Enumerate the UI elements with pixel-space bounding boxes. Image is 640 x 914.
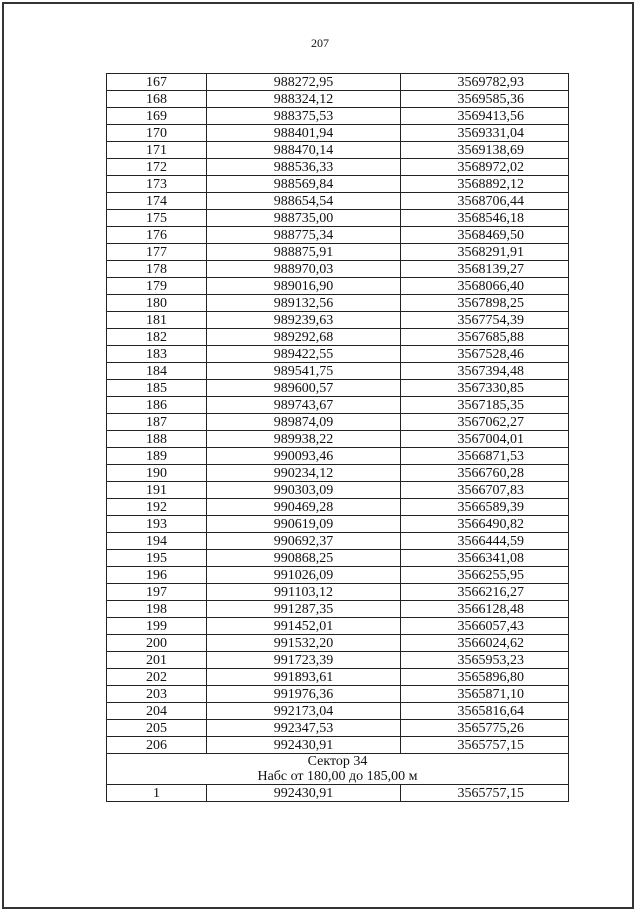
x-coordinate: 989422,55 [207, 346, 401, 363]
x-coordinate: 992430,91 [207, 737, 401, 754]
y-coordinate: 3566024,62 [401, 635, 569, 652]
point-number: 173 [107, 176, 207, 193]
x-coordinate: 988654,54 [207, 193, 401, 210]
sector-header-row [107, 754, 569, 785]
x-coordinate: 989541,75 [207, 363, 401, 380]
point-number: 183 [107, 346, 207, 363]
y-coordinate: 3565757,15 [401, 785, 569, 802]
point-number: 199 [107, 618, 207, 635]
x-coordinate: 991723,39 [207, 652, 401, 669]
table-row [107, 703, 569, 720]
page-number: 207 [311, 36, 329, 50]
x-coordinate: 989292,68 [207, 329, 401, 346]
y-coordinate: 3566760,28 [401, 465, 569, 482]
table-row [107, 448, 569, 465]
y-coordinate: 3568892,12 [401, 176, 569, 193]
y-coordinate: 3568291,91 [401, 244, 569, 261]
x-coordinate: 988970,03 [207, 261, 401, 278]
point-number: 186 [107, 397, 207, 414]
table-row [107, 295, 569, 312]
point-number: 187 [107, 414, 207, 431]
table-row [107, 210, 569, 227]
y-coordinate: 3566341,08 [401, 550, 569, 567]
y-coordinate: 3565775,26 [401, 720, 569, 737]
point-number: 174 [107, 193, 207, 210]
y-coordinate: 3566057,43 [401, 618, 569, 635]
point-number: 181 [107, 312, 207, 329]
point-number: 169 [107, 108, 207, 125]
y-coordinate: 3567330,85 [401, 380, 569, 397]
table-row [107, 176, 569, 193]
y-coordinate: 3565896,80 [401, 669, 569, 686]
y-coordinate: 3565757,15 [401, 737, 569, 754]
table-row [107, 482, 569, 499]
x-coordinate: 990692,37 [207, 533, 401, 550]
sector-title: Сектор 34 [307, 754, 368, 769]
y-coordinate: 3567394,48 [401, 363, 569, 380]
x-coordinate: 989874,09 [207, 414, 401, 431]
y-coordinate: 3568546,18 [401, 210, 569, 227]
x-coordinate: 990469,28 [207, 499, 401, 516]
point-number: 191 [107, 482, 207, 499]
y-coordinate: 3569585,36 [401, 91, 569, 108]
point-number: 195 [107, 550, 207, 567]
table-row [107, 108, 569, 125]
y-coordinate: 3568066,40 [401, 278, 569, 295]
point-number: 176 [107, 227, 207, 244]
y-coordinate: 3565953,23 [401, 652, 569, 669]
x-coordinate: 988875,91 [207, 244, 401, 261]
point-number: 168 [107, 91, 207, 108]
point-number: 194 [107, 533, 207, 550]
table-row [107, 227, 569, 244]
y-coordinate: 3569413,56 [401, 108, 569, 125]
sector-subtitle: Набс от 180,00 до 185,00 м [257, 769, 418, 784]
x-coordinate: 991452,01 [207, 618, 401, 635]
y-coordinate: 3566589,39 [401, 499, 569, 516]
x-coordinate: 988775,34 [207, 227, 401, 244]
x-coordinate: 990093,46 [207, 448, 401, 465]
table-row [107, 499, 569, 516]
point-number: 206 [107, 737, 207, 754]
point-number: 172 [107, 159, 207, 176]
point-number: 167 [107, 74, 207, 91]
table-row [107, 635, 569, 652]
y-coordinate: 3568469,50 [401, 227, 569, 244]
table-row [107, 363, 569, 380]
point-number: 203 [107, 686, 207, 703]
sector-header [107, 754, 569, 785]
y-coordinate: 3565816,64 [401, 703, 569, 720]
point-number: 177 [107, 244, 207, 261]
table-row [107, 465, 569, 482]
x-coordinate: 988324,12 [207, 91, 401, 108]
table-row [107, 567, 569, 584]
x-coordinate: 992173,04 [207, 703, 401, 720]
y-coordinate: 3566255,95 [401, 567, 569, 584]
table-row [107, 329, 569, 346]
x-coordinate: 989132,56 [207, 295, 401, 312]
table-row [107, 397, 569, 414]
point-number: 204 [107, 703, 207, 720]
y-coordinate: 3569331,04 [401, 125, 569, 142]
y-coordinate: 3568972,02 [401, 159, 569, 176]
x-coordinate: 991103,12 [207, 584, 401, 601]
y-coordinate: 3566128,48 [401, 601, 569, 618]
table-row [107, 785, 569, 802]
coordinates-table [106, 73, 569, 802]
y-coordinate: 3566216,27 [401, 584, 569, 601]
x-coordinate: 990868,25 [207, 550, 401, 567]
x-coordinate: 989016,90 [207, 278, 401, 295]
point-number: 197 [107, 584, 207, 601]
x-coordinate: 988735,00 [207, 210, 401, 227]
table-row [107, 193, 569, 210]
point-number: 193 [107, 516, 207, 533]
y-coordinate: 3567185,35 [401, 397, 569, 414]
point-number: 189 [107, 448, 207, 465]
table-row [107, 618, 569, 635]
table-row [107, 380, 569, 397]
table-row [107, 431, 569, 448]
x-coordinate: 988470,14 [207, 142, 401, 159]
x-coordinate: 990234,12 [207, 465, 401, 482]
table-row [107, 516, 569, 533]
x-coordinate: 988569,84 [207, 176, 401, 193]
table-row [107, 669, 569, 686]
x-coordinate: 988375,53 [207, 108, 401, 125]
y-coordinate: 3568139,27 [401, 261, 569, 278]
table-row [107, 142, 569, 159]
table-row [107, 550, 569, 567]
y-coordinate: 3569782,93 [401, 74, 569, 91]
x-coordinate: 990619,09 [207, 516, 401, 533]
table-row [107, 74, 569, 91]
point-number: 171 [107, 142, 207, 159]
table-row [107, 261, 569, 278]
point-number: 182 [107, 329, 207, 346]
y-coordinate: 3567528,46 [401, 346, 569, 363]
table-row [107, 91, 569, 108]
table-row [107, 652, 569, 669]
point-number: 175 [107, 210, 207, 227]
y-coordinate: 3567898,25 [401, 295, 569, 312]
table-row [107, 159, 569, 176]
y-coordinate: 3569138,69 [401, 142, 569, 159]
y-coordinate: 3567754,39 [401, 312, 569, 329]
x-coordinate: 989938,22 [207, 431, 401, 448]
table-row [107, 278, 569, 295]
x-coordinate: 991026,09 [207, 567, 401, 584]
table-row [107, 312, 569, 329]
x-coordinate: 991976,36 [207, 686, 401, 703]
y-coordinate: 3567685,88 [401, 329, 569, 346]
point-number: 179 [107, 278, 207, 295]
x-coordinate: 990303,09 [207, 482, 401, 499]
point-number: 190 [107, 465, 207, 482]
point-number: 198 [107, 601, 207, 618]
point-number: 184 [107, 363, 207, 380]
table-row [107, 533, 569, 550]
x-coordinate: 992430,91 [207, 785, 401, 802]
x-coordinate: 989239,63 [207, 312, 401, 329]
y-coordinate: 3567004,01 [401, 431, 569, 448]
point-number: 192 [107, 499, 207, 516]
table-row [107, 346, 569, 363]
point-number: 196 [107, 567, 207, 584]
table-row [107, 601, 569, 618]
x-coordinate: 991532,20 [207, 635, 401, 652]
point-number: 202 [107, 669, 207, 686]
x-coordinate: 991287,35 [207, 601, 401, 618]
table-row [107, 584, 569, 601]
y-coordinate: 3566871,53 [401, 448, 569, 465]
point-number: 200 [107, 635, 207, 652]
y-coordinate: 3566444,59 [401, 533, 569, 550]
table-row [107, 125, 569, 142]
x-coordinate: 989600,57 [207, 380, 401, 397]
y-coordinate: 3566707,83 [401, 482, 569, 499]
x-coordinate: 988272,95 [207, 74, 401, 91]
table-row [107, 737, 569, 754]
x-coordinate: 988536,33 [207, 159, 401, 176]
y-coordinate: 3565871,10 [401, 686, 569, 703]
point-number: 178 [107, 261, 207, 278]
x-coordinate: 991893,61 [207, 669, 401, 686]
point-number: 188 [107, 431, 207, 448]
y-coordinate: 3566490,82 [401, 516, 569, 533]
point-number: 185 [107, 380, 207, 397]
point-number: 180 [107, 295, 207, 312]
table-row [107, 244, 569, 261]
point-number: 201 [107, 652, 207, 669]
y-coordinate: 3568706,44 [401, 193, 569, 210]
table-row [107, 686, 569, 703]
point-number: 205 [107, 720, 207, 737]
table-row [107, 720, 569, 737]
x-coordinate: 988401,94 [207, 125, 401, 142]
point-number: 1 [107, 785, 207, 802]
x-coordinate: 989743,67 [207, 397, 401, 414]
y-coordinate: 3567062,27 [401, 414, 569, 431]
x-coordinate: 992347,53 [207, 720, 401, 737]
table-row [107, 414, 569, 431]
point-number: 170 [107, 125, 207, 142]
